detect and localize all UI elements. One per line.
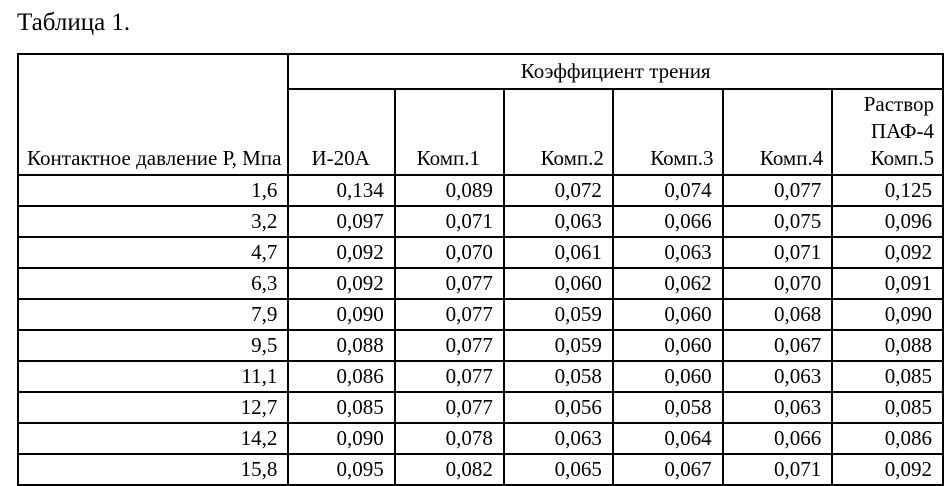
value-cell: 0,071 — [723, 237, 833, 268]
pressure-cell: 14,2 — [18, 423, 288, 454]
value-cell: 0,062 — [613, 268, 723, 299]
value-cell: 0,060 — [504, 268, 613, 299]
pressure-cell: 11,1 — [18, 361, 288, 392]
value-cell: 0,086 — [288, 361, 394, 392]
value-cell: 0,090 — [832, 299, 943, 330]
value-cell: 0,068 — [723, 299, 833, 330]
table-row — [18, 206, 943, 237]
value-cell: 0,058 — [504, 361, 613, 392]
value-cell: 0,077 — [723, 175, 833, 206]
value-cell: 0,077 — [395, 268, 504, 299]
value-cell: 0,059 — [504, 330, 613, 361]
value-cell: 0,059 — [504, 299, 613, 330]
column-header-komp4 — [723, 89, 833, 175]
column-header-label: Комп.4 — [759, 146, 824, 170]
value-cell: 0,125 — [832, 175, 943, 206]
value-cell: 0,088 — [832, 330, 943, 361]
column-header-komp2 — [504, 89, 613, 175]
column-header-label-line: Комп.5 — [870, 146, 934, 170]
value-cell: 0,082 — [395, 454, 504, 485]
value-cell: 0,097 — [288, 206, 394, 237]
pressure-cell: 7,9 — [18, 299, 288, 330]
table-row — [18, 423, 943, 454]
pressure-cell: 3,2 — [18, 206, 288, 237]
value-cell: 0,063 — [613, 237, 723, 268]
value-cell: 0,060 — [613, 361, 723, 392]
value-cell: 0,066 — [723, 423, 833, 454]
value-cell: 0,063 — [723, 392, 833, 423]
value-cell: 0,092 — [832, 237, 943, 268]
value-cell: 0,085 — [832, 392, 943, 423]
value-cell: 0,092 — [288, 237, 394, 268]
pressure-cell: 12,7 — [18, 392, 288, 423]
table-caption: Таблица 1. — [17, 9, 131, 36]
column-header-label-line: ПАФ-4 — [870, 119, 934, 143]
table-row — [18, 392, 943, 423]
pressure-cell: 6,3 — [18, 268, 288, 299]
table-row — [18, 454, 943, 485]
value-cell: 0,067 — [723, 330, 833, 361]
value-cell: 0,092 — [288, 268, 394, 299]
value-cell: 0,090 — [288, 299, 394, 330]
value-cell: 0,092 — [832, 454, 943, 485]
value-cell: 0,067 — [613, 454, 723, 485]
value-cell: 0,060 — [613, 330, 723, 361]
column-header-komp5 — [832, 89, 943, 175]
value-cell: 0,071 — [723, 454, 833, 485]
column-header-label-line: Раствор — [863, 92, 934, 116]
value-cell: 0,086 — [832, 423, 943, 454]
table-row — [18, 175, 943, 206]
pressure-header-line: Мпа — [242, 146, 282, 170]
value-cell: 0,066 — [613, 206, 723, 237]
table-row — [18, 237, 943, 268]
value-cell: 0,061 — [504, 237, 613, 268]
value-cell: 0,077 — [395, 330, 504, 361]
table-row — [18, 299, 943, 330]
value-cell: 0,096 — [832, 206, 943, 237]
value-cell: 0,071 — [395, 206, 504, 237]
column-header-komp3 — [613, 89, 723, 175]
value-cell: 0,091 — [832, 268, 943, 299]
friction-coefficient-group-header: Коэффициент трения — [288, 54, 943, 89]
pressure-cell: 1,6 — [18, 175, 288, 206]
value-cell: 0,134 — [288, 175, 394, 206]
column-header-komp1 — [395, 89, 504, 175]
pressure-header-line: давление Р, — [136, 146, 237, 170]
pressure-column-header — [18, 54, 288, 175]
value-cell: 0,095 — [288, 454, 394, 485]
value-cell: 0,088 — [288, 330, 394, 361]
value-cell: 0,085 — [288, 392, 394, 423]
pressure-cell: 4,7 — [18, 237, 288, 268]
column-header-label: Комп.3 — [650, 146, 714, 170]
column-header-label: И-20А — [311, 146, 370, 170]
value-cell: 0,064 — [613, 423, 723, 454]
column-header-label: Комп.1 — [416, 146, 480, 170]
value-cell: 0,078 — [395, 423, 504, 454]
value-cell: 0,077 — [395, 361, 504, 392]
column-header-label: Комп.2 — [540, 146, 604, 170]
value-cell: 0,070 — [395, 237, 504, 268]
column-header-i20a — [288, 89, 394, 175]
value-cell: 0,065 — [504, 454, 613, 485]
value-cell: 0,090 — [288, 423, 394, 454]
table-row — [18, 330, 943, 361]
value-cell: 0,063 — [723, 361, 833, 392]
value-cell: 0,063 — [504, 206, 613, 237]
table-row — [18, 361, 943, 392]
value-cell: 0,077 — [395, 392, 504, 423]
value-cell: 0,077 — [395, 299, 504, 330]
value-cell: 0,089 — [395, 175, 504, 206]
value-cell: 0,056 — [504, 392, 613, 423]
pressure-header-line: Контактное — [27, 146, 131, 170]
value-cell: 0,074 — [613, 175, 723, 206]
value-cell: 0,058 — [613, 392, 723, 423]
value-cell: 0,060 — [613, 299, 723, 330]
value-cell: 0,063 — [504, 423, 613, 454]
friction-coefficient-table — [17, 53, 944, 486]
value-cell: 0,085 — [832, 361, 943, 392]
pressure-cell: 15,8 — [18, 454, 288, 485]
table-row — [18, 268, 943, 299]
value-cell: 0,075 — [723, 206, 833, 237]
table-body — [18, 175, 943, 485]
value-cell: 0,070 — [723, 268, 833, 299]
value-cell: 0,072 — [504, 175, 613, 206]
pressure-cell: 9,5 — [18, 330, 288, 361]
